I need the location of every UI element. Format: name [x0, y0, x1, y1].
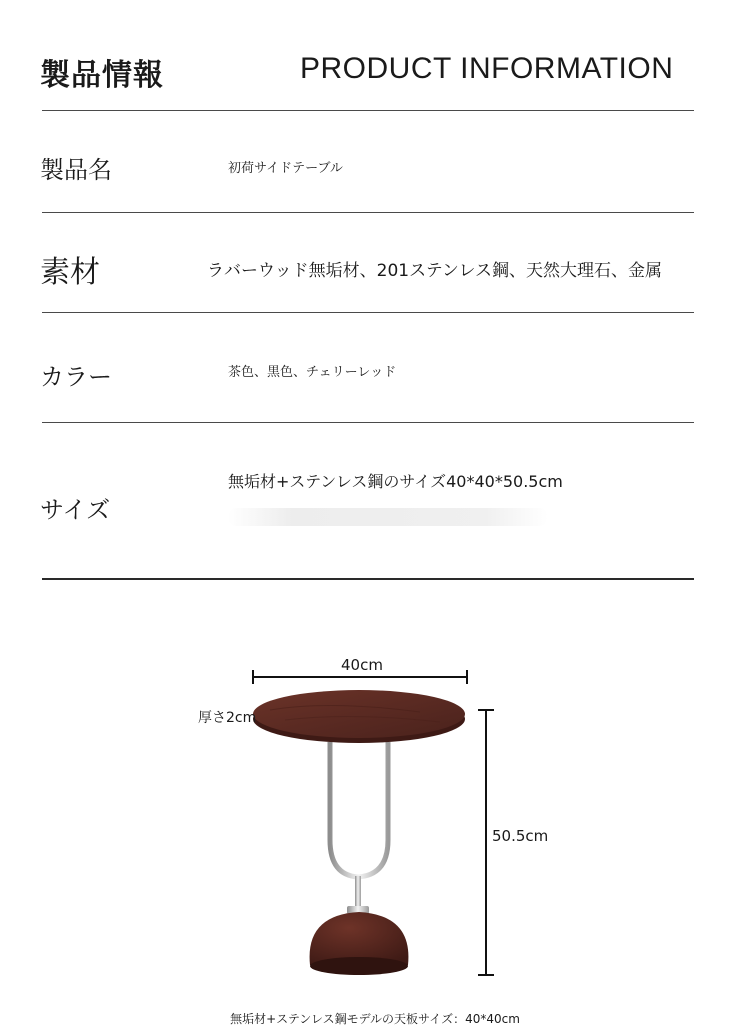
color-label: カラー — [40, 363, 112, 391]
steel-leg — [330, 742, 388, 914]
table-top — [253, 690, 465, 743]
material-label: 素材 — [40, 255, 100, 290]
color-value: 茶色、黒色、チェリーレッド — [228, 365, 397, 380]
size-label: サイズ — [40, 496, 111, 524]
product-name-label: 製品名 — [40, 156, 112, 184]
height-label: 50.5cm — [492, 827, 549, 845]
dome-base — [310, 912, 409, 975]
material-value: ラバーウッド無垢材、201ステンレス鋼、天然大理石、金属 — [207, 261, 662, 281]
diagram-caption: 無垢材+ステンレス鋼モデルの天板サイズ：40*40cm — [230, 1012, 520, 1026]
page-title-en: PRODUCT INFORMATION — [300, 52, 674, 85]
width-label: 40cm — [341, 656, 383, 674]
product-name-value: 初荷サイドテーブル — [228, 161, 343, 176]
page-title-jp: 製品情報 — [40, 58, 164, 93]
thickness-label: 厚さ2cm — [198, 710, 257, 726]
size-value: 無垢材+ステンレス鋼のサイズ40*40*50.5cm — [228, 472, 563, 491]
